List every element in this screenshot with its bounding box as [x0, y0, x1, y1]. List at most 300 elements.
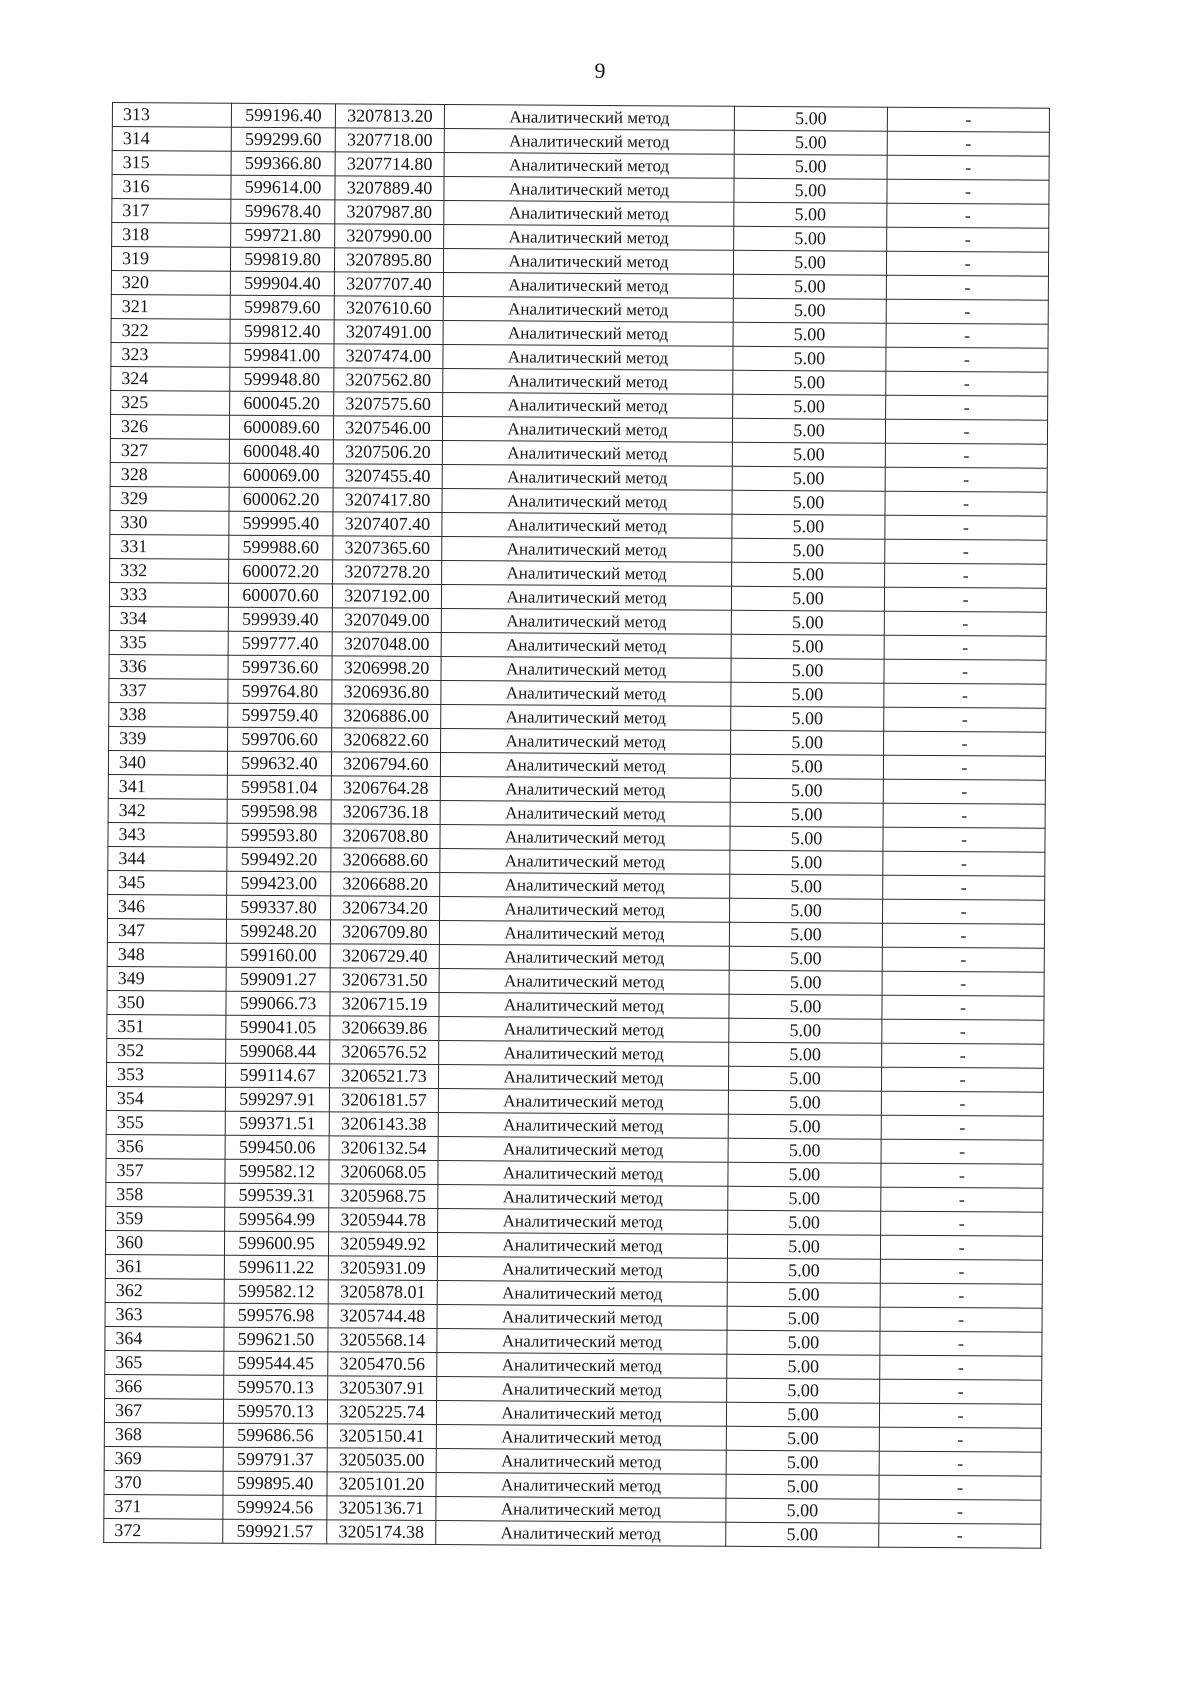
- y-coordinate-cell: 3206822.60: [332, 728, 441, 753]
- point-number-cell: 344: [108, 846, 227, 871]
- point-number-cell: 368: [104, 1422, 223, 1447]
- x-coordinate-cell: 599041.05: [226, 1015, 330, 1040]
- method-cell: Аналитический метод: [437, 1305, 727, 1331]
- method-cell: Аналитический метод: [441, 705, 731, 731]
- x-coordinate-cell: 599600.95: [224, 1231, 328, 1256]
- note-cell: -: [881, 1211, 1043, 1236]
- x-coordinate-cell: 599248.20: [226, 919, 330, 944]
- y-coordinate-cell: 3205101.20: [327, 1472, 436, 1497]
- accuracy-cell: 5.00: [727, 1330, 880, 1355]
- x-coordinate-cell: 599091.27: [226, 967, 330, 992]
- method-cell: Аналитический метод: [441, 585, 731, 611]
- point-number-cell: 340: [108, 750, 227, 775]
- x-coordinate-cell: 599948.80: [230, 367, 334, 392]
- x-coordinate-cell: 599721.80: [231, 223, 335, 248]
- y-coordinate-cell: 3206688.60: [331, 848, 440, 873]
- point-number-cell: 347: [107, 918, 226, 943]
- accuracy-cell: 5.00: [726, 1522, 879, 1547]
- y-coordinate-cell: 3206132.54: [329, 1136, 438, 1161]
- y-coordinate-cell: 3206794.60: [331, 752, 440, 777]
- note-cell: -: [886, 395, 1048, 420]
- x-coordinate-cell: 599544.45: [224, 1351, 328, 1376]
- x-coordinate-cell: 600070.60: [228, 583, 332, 608]
- point-number-cell: 339: [109, 726, 228, 751]
- accuracy-cell: 5.00: [730, 802, 883, 827]
- x-coordinate-cell: 599939.40: [228, 607, 332, 632]
- point-number-cell: 324: [111, 366, 230, 391]
- method-cell: Аналитический метод: [438, 1113, 728, 1139]
- accuracy-cell: 5.00: [732, 538, 885, 563]
- x-coordinate-cell: 600045.20: [230, 391, 334, 416]
- point-number-cell: 335: [109, 630, 228, 655]
- y-coordinate-cell: 3206936.80: [332, 680, 441, 705]
- x-coordinate-cell: 599764.80: [228, 679, 332, 704]
- method-cell: Аналитический метод: [438, 1137, 728, 1163]
- y-coordinate-cell: 3207365.60: [333, 536, 442, 561]
- x-coordinate-cell: 599611.22: [224, 1255, 328, 1280]
- point-number-cell: 314: [112, 127, 231, 152]
- method-cell: Аналитический метод: [441, 609, 731, 635]
- accuracy-cell: 5.00: [730, 874, 883, 899]
- table-body: [104, 103, 1050, 1549]
- accuracy-cell: 5.00: [731, 610, 884, 635]
- method-cell: Аналитический метод: [436, 1521, 726, 1547]
- method-cell: Аналитический метод: [440, 849, 730, 875]
- y-coordinate-cell: 3207049.00: [332, 608, 441, 633]
- note-cell: -: [886, 347, 1048, 372]
- accuracy-cell: 5.00: [726, 1498, 879, 1523]
- point-number-cell: 371: [104, 1494, 223, 1519]
- y-coordinate-cell: 3206143.38: [329, 1112, 438, 1137]
- method-cell: Аналитический метод: [443, 249, 733, 275]
- y-coordinate-cell: 3205136.71: [327, 1496, 436, 1521]
- method-cell: Аналитический метод: [436, 1425, 726, 1451]
- point-number-cell: 336: [109, 654, 228, 679]
- note-cell: -: [882, 899, 1044, 924]
- method-cell: Аналитический метод: [438, 1209, 728, 1235]
- method-cell: Аналитический метод: [443, 393, 733, 419]
- accuracy-cell: 5.00: [729, 1018, 882, 1043]
- accuracy-cell: 5.00: [728, 1114, 881, 1139]
- method-cell: Аналитический метод: [440, 873, 730, 899]
- x-coordinate-cell: 599736.60: [228, 655, 332, 680]
- note-cell: -: [887, 107, 1049, 132]
- note-cell: -: [881, 1091, 1043, 1116]
- note-cell: -: [885, 443, 1047, 468]
- accuracy-cell: 5.00: [731, 706, 884, 731]
- note-cell: -: [879, 1523, 1041, 1548]
- method-cell: Аналитический метод: [436, 1449, 726, 1475]
- point-number-cell: 321: [111, 294, 230, 319]
- accuracy-cell: 5.00: [733, 250, 886, 275]
- y-coordinate-cell: 3205944.78: [329, 1208, 438, 1233]
- method-cell: Аналитический метод: [442, 537, 732, 563]
- y-coordinate-cell: 3205150.41: [327, 1424, 436, 1449]
- accuracy-cell: 5.00: [731, 658, 884, 683]
- x-coordinate-cell: 599066.73: [226, 991, 330, 1016]
- point-number-cell: 331: [110, 534, 229, 559]
- point-number-cell: 351: [107, 1014, 226, 1039]
- point-number-cell: 326: [110, 414, 229, 439]
- note-cell: -: [880, 1331, 1042, 1356]
- y-coordinate-cell: 3207474.00: [334, 344, 443, 369]
- method-cell: Аналитический метод: [437, 1329, 727, 1355]
- point-number-cell: 352: [107, 1038, 226, 1063]
- point-number-cell: 328: [110, 462, 229, 487]
- note-cell: -: [881, 1187, 1043, 1212]
- accuracy-cell: 5.00: [726, 1474, 879, 1499]
- note-cell: -: [884, 731, 1046, 756]
- accuracy-cell: 5.00: [734, 202, 887, 227]
- x-coordinate-cell: 599995.40: [229, 511, 333, 536]
- x-coordinate-cell: 599576.98: [224, 1303, 328, 1328]
- y-coordinate-cell: 3207990.00: [335, 224, 444, 249]
- method-cell: Аналитический метод: [444, 105, 734, 131]
- note-cell: -: [880, 1283, 1042, 1308]
- x-coordinate-cell: 599895.40: [223, 1471, 327, 1496]
- accuracy-cell: 5.00: [734, 154, 887, 179]
- y-coordinate-cell: 3207707.40: [334, 272, 443, 297]
- note-cell: -: [882, 1043, 1044, 1068]
- page-number: 9: [594, 58, 606, 83]
- accuracy-cell: 5.00: [728, 1066, 881, 1091]
- accuracy-cell: 5.00: [734, 178, 887, 203]
- method-cell: Аналитический метод: [442, 417, 732, 443]
- point-number-cell: 357: [106, 1158, 225, 1183]
- accuracy-cell: 5.00: [731, 586, 884, 611]
- y-coordinate-cell: 3206639.86: [330, 1016, 439, 1041]
- method-cell: Аналитический метод: [442, 441, 732, 467]
- y-coordinate-cell: 3206181.57: [329, 1088, 438, 1113]
- note-cell: -: [885, 563, 1047, 588]
- point-number-cell: 332: [110, 558, 229, 583]
- point-number-cell: 364: [105, 1326, 224, 1351]
- note-cell: -: [883, 779, 1045, 804]
- x-coordinate-cell: 599812.40: [230, 319, 334, 344]
- note-cell: -: [879, 1403, 1041, 1428]
- accuracy-cell: 5.00: [729, 922, 882, 947]
- accuracy-cell: 5.00: [734, 106, 887, 131]
- accuracy-cell: 5.00: [732, 418, 885, 443]
- x-coordinate-cell: 599564.99: [225, 1207, 329, 1232]
- accuracy-cell: 5.00: [732, 466, 885, 491]
- y-coordinate-cell: 3207048.00: [332, 632, 441, 657]
- note-cell: -: [883, 803, 1045, 828]
- note-cell: -: [880, 1355, 1042, 1380]
- method-cell: Аналитический метод: [442, 489, 732, 515]
- accuracy-cell: 5.00: [733, 274, 886, 299]
- note-cell: -: [886, 251, 1048, 276]
- accuracy-cell: 5.00: [727, 1258, 880, 1283]
- accuracy-cell: 5.00: [733, 394, 886, 419]
- accuracy-cell: 5.00: [732, 514, 885, 539]
- note-cell: -: [884, 611, 1046, 636]
- method-cell: Аналитический метод: [437, 1281, 727, 1307]
- accuracy-cell: 5.00: [729, 994, 882, 1019]
- note-cell: -: [881, 1067, 1043, 1092]
- x-coordinate-cell: 600072.20: [229, 559, 333, 584]
- accuracy-cell: 5.00: [730, 778, 883, 803]
- accuracy-cell: 5.00: [728, 1186, 881, 1211]
- accuracy-cell: 5.00: [733, 298, 886, 323]
- point-number-cell: 334: [109, 606, 228, 631]
- method-cell: Аналитический метод: [439, 993, 729, 1019]
- y-coordinate-cell: 3206068.05: [329, 1160, 438, 1185]
- x-coordinate-cell: 599366.80: [231, 151, 335, 176]
- point-number-cell: 318: [112, 223, 231, 248]
- y-coordinate-cell: 3205174.38: [327, 1520, 436, 1545]
- x-coordinate-cell: 600089.60: [229, 415, 333, 440]
- method-cell: Аналитический метод: [442, 513, 732, 539]
- y-coordinate-cell: 3205568.14: [328, 1328, 437, 1353]
- accuracy-cell: 5.00: [734, 130, 887, 155]
- accuracy-cell: 5.00: [728, 1162, 881, 1187]
- method-cell: Аналитический метод: [441, 729, 731, 755]
- point-number-cell: 325: [111, 390, 230, 415]
- x-coordinate-cell: 599299.60: [231, 127, 335, 152]
- note-cell: -: [887, 203, 1049, 228]
- point-number-cell: 349: [107, 966, 226, 991]
- x-coordinate-cell: 599160.00: [226, 943, 330, 968]
- y-coordinate-cell: 3207895.80: [334, 248, 443, 273]
- accuracy-cell: 5.00: [726, 1426, 879, 1451]
- point-number-cell: 319: [111, 247, 230, 272]
- note-cell: -: [882, 995, 1044, 1020]
- y-coordinate-cell: 3205878.01: [328, 1280, 437, 1305]
- y-coordinate-cell: 3207417.80: [333, 488, 442, 513]
- y-coordinate-cell: 3206734.20: [331, 896, 440, 921]
- method-cell: Аналитический метод: [444, 225, 734, 251]
- x-coordinate-cell: 599686.56: [223, 1423, 327, 1448]
- note-cell: -: [885, 539, 1047, 564]
- point-number-cell: 365: [105, 1350, 224, 1375]
- note-cell: -: [884, 635, 1046, 660]
- point-number-cell: 323: [111, 342, 230, 367]
- y-coordinate-cell: 3207278.20: [333, 560, 442, 585]
- x-coordinate-cell: 599539.31: [225, 1183, 329, 1208]
- x-coordinate-cell: 599423.00: [227, 871, 331, 896]
- y-coordinate-cell: 3205968.75: [329, 1184, 438, 1209]
- x-coordinate-cell: 599759.40: [228, 703, 332, 728]
- note-cell: -: [886, 275, 1048, 300]
- y-coordinate-cell: 3205307.91: [328, 1376, 437, 1401]
- point-number-cell: 362: [105, 1278, 224, 1303]
- note-cell: -: [880, 1235, 1042, 1260]
- note-cell: -: [887, 155, 1049, 180]
- accuracy-cell: 5.00: [730, 850, 883, 875]
- method-cell: Аналитический метод: [439, 969, 729, 995]
- y-coordinate-cell: 3205931.09: [328, 1256, 437, 1281]
- point-number-cell: 317: [112, 199, 231, 224]
- y-coordinate-cell: 3206729.40: [330, 944, 439, 969]
- method-cell: Аналитический метод: [444, 177, 734, 203]
- method-cell: Аналитический метод: [438, 1185, 728, 1211]
- y-coordinate-cell: 3207610.60: [334, 296, 443, 321]
- note-cell: -: [886, 299, 1048, 324]
- x-coordinate-cell: 599819.80: [230, 247, 334, 272]
- note-cell: -: [883, 851, 1045, 876]
- y-coordinate-cell: 3207562.80: [334, 368, 443, 393]
- note-cell: -: [883, 755, 1045, 780]
- note-cell: -: [884, 659, 1046, 684]
- accuracy-cell: 5.00: [730, 826, 883, 851]
- x-coordinate-cell: 599450.06: [225, 1135, 329, 1160]
- x-coordinate-cell: 599678.40: [231, 199, 335, 224]
- point-number-cell: 327: [110, 438, 229, 463]
- method-cell: Аналитический метод: [444, 129, 734, 155]
- y-coordinate-cell: 3207813.20: [335, 104, 444, 129]
- note-cell: -: [886, 323, 1048, 348]
- point-number-cell: 369: [104, 1446, 223, 1471]
- point-number-cell: 356: [106, 1134, 225, 1159]
- accuracy-cell: 5.00: [728, 1090, 881, 1115]
- method-cell: Аналитический метод: [436, 1497, 726, 1523]
- method-cell: Аналитический метод: [438, 1065, 728, 1091]
- y-coordinate-cell: 3207987.80: [335, 200, 444, 225]
- method-cell: Аналитический метод: [439, 945, 729, 971]
- note-cell: -: [887, 227, 1049, 252]
- point-number-cell: 322: [111, 318, 230, 343]
- note-cell: -: [880, 1307, 1042, 1332]
- point-number-cell: 342: [108, 798, 227, 823]
- point-number-cell: 355: [106, 1110, 225, 1135]
- note-cell: -: [885, 491, 1047, 516]
- accuracy-cell: 5.00: [730, 754, 883, 779]
- note-cell: -: [880, 1259, 1042, 1284]
- point-number-cell: 345: [108, 870, 227, 895]
- point-number-cell: 354: [106, 1086, 225, 1111]
- note-cell: -: [882, 1019, 1044, 1044]
- note-cell: -: [883, 875, 1045, 900]
- accuracy-cell: 5.00: [726, 1450, 879, 1475]
- method-cell: Аналитический метод: [443, 297, 733, 323]
- point-number-cell: 366: [105, 1374, 224, 1399]
- y-coordinate-cell: 3206708.80: [331, 824, 440, 849]
- x-coordinate-cell: 600062.20: [229, 487, 333, 512]
- method-cell: Аналитический метод: [440, 897, 730, 923]
- y-coordinate-cell: 3206715.19: [330, 992, 439, 1017]
- method-cell: Аналитический метод: [444, 153, 734, 179]
- accuracy-cell: 5.00: [729, 970, 882, 995]
- y-coordinate-cell: 3207455.40: [333, 464, 442, 489]
- note-cell: -: [884, 587, 1046, 612]
- x-coordinate-cell: 599297.91: [225, 1087, 329, 1112]
- method-cell: Аналитический метод: [438, 1161, 728, 1187]
- method-cell: Аналитический метод: [440, 753, 730, 779]
- note-cell: -: [885, 467, 1047, 492]
- accuracy-cell: 5.00: [727, 1234, 880, 1259]
- y-coordinate-cell: 3206576.52: [330, 1040, 439, 1065]
- note-cell: -: [887, 131, 1049, 156]
- x-coordinate-cell: 599196.40: [231, 103, 335, 128]
- y-coordinate-cell: 3207718.00: [335, 128, 444, 153]
- point-number-cell: 361: [105, 1254, 224, 1279]
- point-number-cell: 337: [109, 678, 228, 703]
- note-cell: -: [879, 1499, 1041, 1524]
- point-number-cell: 316: [112, 175, 231, 200]
- x-coordinate-cell: 599581.04: [227, 775, 331, 800]
- method-cell: Аналитический метод: [441, 633, 731, 659]
- note-cell: -: [882, 923, 1044, 948]
- point-number-cell: 333: [109, 582, 228, 607]
- point-number-cell: 350: [107, 990, 226, 1015]
- method-cell: Аналитический метод: [437, 1353, 727, 1379]
- method-cell: Аналитический метод: [444, 201, 734, 227]
- x-coordinate-cell: 599924.56: [223, 1495, 327, 1520]
- x-coordinate-cell: 599068.44: [226, 1039, 330, 1064]
- note-cell: -: [881, 1115, 1043, 1140]
- y-coordinate-cell: 3207714.80: [335, 152, 444, 177]
- x-coordinate-cell: 600048.40: [229, 439, 333, 464]
- method-cell: Аналитический метод: [442, 561, 732, 587]
- point-number-cell: 329: [110, 486, 229, 511]
- x-coordinate-cell: 599337.80: [227, 895, 331, 920]
- y-coordinate-cell: 3205949.92: [328, 1232, 437, 1257]
- method-cell: Аналитический метод: [437, 1233, 727, 1259]
- point-number-cell: 320: [111, 270, 230, 295]
- point-number-cell: 346: [108, 894, 227, 919]
- x-coordinate-cell: 599791.37: [223, 1447, 327, 1472]
- point-number-cell: 360: [105, 1230, 224, 1255]
- y-coordinate-cell: 3207506.20: [333, 440, 442, 465]
- x-coordinate-cell: 599879.60: [230, 295, 334, 320]
- note-cell: -: [879, 1451, 1041, 1476]
- x-coordinate-cell: 599598.98: [227, 799, 331, 824]
- point-number-cell: 313: [112, 103, 231, 128]
- method-cell: Аналитический метод: [442, 465, 732, 491]
- note-cell: -: [879, 1427, 1041, 1452]
- point-number-cell: 358: [106, 1182, 225, 1207]
- accuracy-cell: 5.00: [728, 1210, 881, 1235]
- y-coordinate-cell: 3205035.00: [327, 1448, 436, 1473]
- accuracy-cell: 5.00: [731, 730, 884, 755]
- point-number-cell: 372: [104, 1518, 223, 1543]
- accuracy-cell: 5.00: [727, 1282, 880, 1307]
- x-coordinate-cell: 599582.12: [225, 1159, 329, 1184]
- accuracy-cell: 5.00: [727, 1354, 880, 1379]
- point-number-cell: 367: [104, 1398, 223, 1423]
- x-coordinate-cell: 599114.67: [225, 1063, 329, 1088]
- point-number-cell: 370: [104, 1470, 223, 1495]
- y-coordinate-cell: 3206731.50: [330, 968, 439, 993]
- x-coordinate-cell: 599621.50: [224, 1327, 328, 1352]
- method-cell: Аналитический метод: [437, 1377, 727, 1403]
- note-cell: -: [886, 371, 1048, 396]
- point-number-cell: 338: [109, 702, 228, 727]
- accuracy-cell: 5.00: [734, 226, 887, 251]
- y-coordinate-cell: 3206998.20: [332, 656, 441, 681]
- y-coordinate-cell: 3207575.60: [334, 392, 443, 417]
- y-coordinate-cell: 3207889.40: [335, 176, 444, 201]
- coordinates-table: [103, 102, 1050, 1549]
- method-cell: Аналитический метод: [440, 801, 730, 827]
- note-cell: -: [881, 1163, 1043, 1188]
- accuracy-cell: 5.00: [729, 1042, 882, 1067]
- method-cell: Аналитический метод: [436, 1401, 726, 1427]
- y-coordinate-cell: 3205225.74: [327, 1400, 436, 1425]
- note-cell: -: [884, 683, 1046, 708]
- point-number-cell: 363: [105, 1302, 224, 1327]
- accuracy-cell: 5.00: [733, 322, 886, 347]
- method-cell: Аналитический метод: [440, 825, 730, 851]
- accuracy-cell: 5.00: [731, 682, 884, 707]
- method-cell: Аналитический метод: [443, 345, 733, 371]
- accuracy-cell: 5.00: [727, 1378, 880, 1403]
- x-coordinate-cell: 599777.40: [228, 631, 332, 656]
- x-coordinate-cell: 599904.40: [230, 271, 334, 296]
- accuracy-cell: 5.00: [732, 490, 885, 515]
- y-coordinate-cell: 3206688.20: [331, 872, 440, 897]
